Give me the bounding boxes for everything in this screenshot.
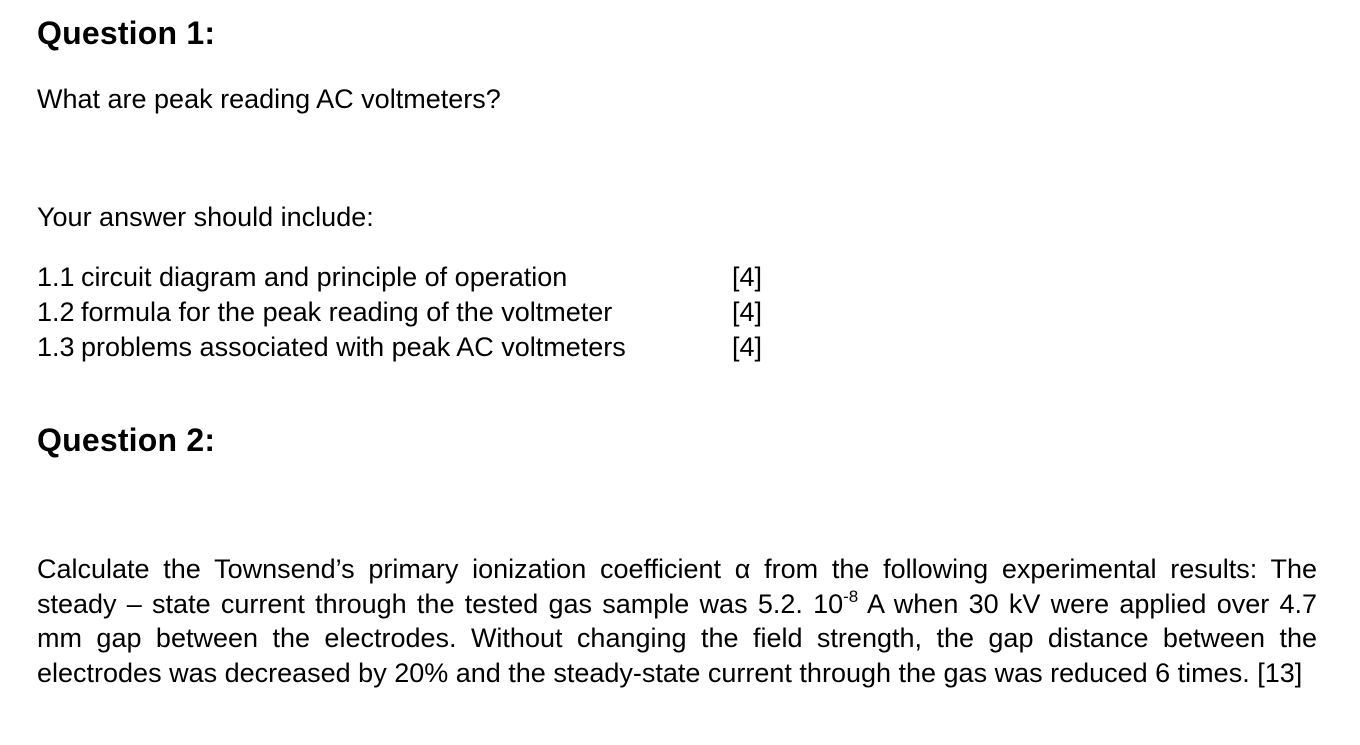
question-1-title: Question 1: (37, 15, 216, 51)
item-text: problems associated with peak AC voltmeters (81, 332, 626, 362)
item-marks: [4] (732, 332, 763, 362)
question-2-exponent: -8 (843, 586, 859, 606)
item-marks: [4] (732, 262, 763, 292)
question-2-body (37, 552, 1317, 690)
item-number: 1.2 (37, 297, 75, 327)
question-1-items-list (37, 260, 797, 365)
list-item (37, 330, 797, 365)
list-item (37, 295, 797, 330)
item-number: 1.1 (37, 262, 75, 292)
question-2-body-part-1: Calculate the Townsend’s primary ionization coefficient α from the following experimental results: The steady – state current through the tested gas sample was 5.2. 10 (37, 554, 1317, 619)
question-2-title: Question 2: (37, 422, 216, 458)
item-number: 1.3 (37, 332, 75, 362)
item-text: formula for the peak reading of the voltmeter (81, 297, 613, 327)
item-text: circuit diagram and principle of operation (81, 262, 568, 292)
list-item (37, 260, 797, 295)
question-1-prompt: What are peak reading AC voltmeters? (37, 84, 501, 114)
question-2-body-part-2: A when 30 kV were applied over 4.7 mm gap between the electrodes. Without changing the field strength, the gap distance between the electrodes was decreased by 20% and the steady-state current through the gas was reduced 6 times. [13] (37, 588, 1317, 688)
question-1-intro: Your answer should include: (37, 202, 374, 232)
item-marks: [4] (732, 297, 763, 327)
